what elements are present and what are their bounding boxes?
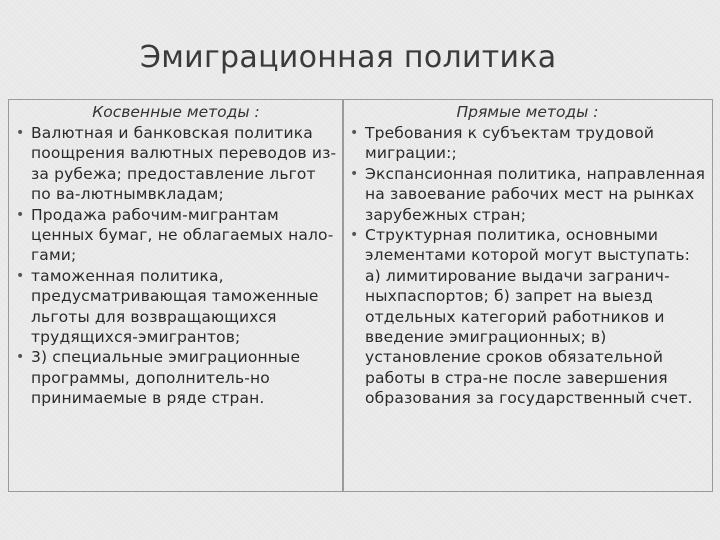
list-item: [343, 123, 712, 164]
list-item: [9, 205, 343, 266]
bullet-icon: •: [16, 267, 25, 284]
list-item: [9, 266, 343, 348]
direct-methods-column: [342, 99, 713, 492]
list-item-text: Структурная политика, основными элементами которой могут выступать: а) лимитирование выдачи загранич-ныхпаспортов; б) запрет на выезд отдельных категорий работников и введение эмиграционных; в) установление сроков обязательной работы в стра-не после завершения образования за государственный счет.: [365, 226, 693, 408]
list-item-text: 3) специальные эмиграционные программы, дополнитель-но принимаемые в ряде стран.: [31, 348, 301, 408]
list-item-text: Продажа рабочим-мигрантам ценных бумаг, не облагаемых нало-гами;: [31, 205, 334, 265]
list-item: [9, 347, 343, 408]
indirect-methods-column: [8, 99, 344, 492]
list-item-text: Экспансионная политика, направленная на завоевание рабочих мест на рынках зарубежных стран;: [365, 164, 706, 224]
bullet-icon: •: [16, 349, 25, 366]
bullet-icon: •: [350, 227, 359, 244]
bullet-icon: •: [350, 165, 359, 182]
direct-methods-heading: Прямые методы :: [456, 103, 599, 121]
bullet-icon: •: [16, 206, 25, 223]
slide-title: Эмиграционная политика: [140, 40, 557, 75]
indirect-methods-heading: Косвенные методы :: [92, 103, 260, 121]
bullet-icon: •: [16, 125, 25, 141]
list-item-text: Требования к субъектам трудовой миграции:;: [365, 124, 655, 163]
indirect-methods-list: [9, 123, 343, 409]
list-item-text: таможенная политика, предусматривающая таможенные льготы для возвращающихся трудящихся-эмигрантов;: [31, 266, 319, 347]
bullet-icon: •: [350, 125, 359, 141]
list-item-text: Валютная и банковская политика поощрения валютных переводов из-за рубежа; предоставление льгот по ва-лютнымвкладам;: [31, 124, 337, 204]
list-item: [343, 164, 712, 225]
list-item: [343, 225, 712, 409]
list-item: [9, 123, 343, 205]
direct-methods-list: [343, 123, 712, 409]
